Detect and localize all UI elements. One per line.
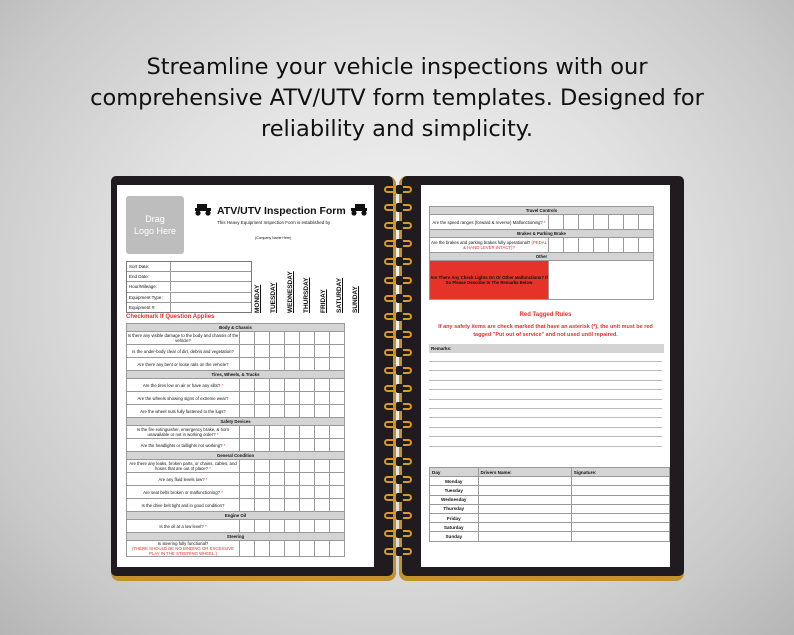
day-checkbox[interactable] — [270, 520, 285, 533]
day-header-thursday: THURSDAY — [303, 277, 311, 313]
day-checkbox[interactable] — [240, 345, 255, 358]
checklist-row — [127, 379, 345, 392]
day-checkbox[interactable] — [609, 215, 624, 230]
day-checkbox[interactable] — [300, 520, 315, 533]
binder-ring — [384, 512, 412, 519]
info-field-label: End Date: — [129, 272, 171, 281]
day-checkbox[interactable] — [300, 379, 315, 392]
driver-table-header-cell: Signature: — [571, 468, 669, 477]
day-checkbox[interactable] — [300, 358, 315, 371]
day-checkbox[interactable] — [330, 473, 345, 486]
remarks-label: Remarks: — [429, 344, 664, 353]
binder-ring — [384, 403, 412, 410]
day-checkbox[interactable] — [255, 499, 270, 512]
remark-line[interactable] — [429, 446, 662, 447]
day-checkbox[interactable] — [240, 460, 255, 473]
day-checkbox[interactable] — [285, 473, 300, 486]
day-checkbox[interactable] — [330, 541, 345, 557]
question-text: Is the fire extinguisher, emergency brake, & horn unavailable or not in working order? — [136, 427, 230, 437]
question-text: Are the tires low on air or have any slits? — [142, 382, 221, 388]
day-checkbox[interactable] — [240, 541, 255, 557]
day-checkbox[interactable] — [315, 473, 330, 486]
driver-row — [430, 504, 670, 513]
binder-ring — [384, 240, 412, 247]
checklist-question — [127, 332, 240, 345]
day-checkbox[interactable] — [255, 332, 270, 345]
binder-ring — [384, 313, 412, 320]
day-checkbox[interactable] — [240, 405, 255, 418]
day-checkbox[interactable] — [285, 426, 300, 439]
question-note: (THERE SHOULD BE NO BINDING OR EXCESSIVE PLAY IN THE STEERING WHEEL.) — [132, 546, 234, 556]
remark-line[interactable] — [429, 361, 662, 362]
day-checkbox[interactable] — [240, 473, 255, 486]
binder-ring — [384, 494, 412, 501]
day-checkbox[interactable] — [285, 460, 300, 473]
day-checkbox[interactable] — [315, 460, 330, 473]
section-title: Engine Oil — [127, 512, 345, 520]
day-checkbox[interactable] — [330, 499, 345, 512]
day-checkbox[interactable] — [315, 520, 330, 533]
day-checkbox[interactable] — [315, 439, 330, 452]
day-checkbox[interactable] — [255, 486, 270, 499]
remark-line[interactable] — [429, 370, 662, 371]
checklist-row — [127, 473, 345, 486]
section-header-row — [127, 371, 345, 379]
asterisk-mark: * — [220, 382, 224, 388]
section-header-row — [430, 207, 654, 215]
day-header-monday: MONDAY — [254, 284, 261, 313]
checklist-row — [127, 486, 345, 499]
binder-ring — [384, 530, 412, 537]
day-checkbox[interactable] — [639, 238, 654, 253]
remark-line[interactable] — [429, 380, 662, 381]
signature-cell[interactable] — [571, 477, 669, 486]
day-checkbox[interactable] — [270, 379, 285, 392]
binder-ring — [384, 277, 412, 284]
checklist-row — [430, 215, 654, 230]
binder-ring — [384, 295, 412, 302]
question-text: Are the headlights or taillights not working? — [140, 442, 223, 448]
binder-ring — [384, 258, 412, 265]
question-text: Are the wheels showing signs of extreme wear? — [137, 395, 229, 401]
checklist-row — [127, 345, 345, 358]
day-checkbox[interactable] — [255, 379, 270, 392]
day-checkbox[interactable] — [285, 439, 300, 452]
day-checkbox[interactable] — [579, 215, 594, 230]
info-field-label: Equipment #: — [129, 303, 171, 312]
day-checkbox[interactable] — [285, 379, 300, 392]
day-checkbox[interactable] — [315, 426, 330, 439]
day-checkbox[interactable] — [240, 426, 255, 439]
question-text: Are any fluid levels low? — [158, 476, 205, 482]
driver-table-header-cell: Drivers Name: — [478, 468, 571, 477]
day-checkbox[interactable] — [315, 486, 330, 499]
day-checkbox[interactable] — [285, 358, 300, 371]
weekday-headers — [251, 261, 365, 313]
section-title: Other — [430, 253, 654, 261]
headline-line-1: Streamline your vehicle inspections with our — [146, 54, 648, 80]
atv-left-icon — [193, 202, 213, 216]
remark-line[interactable] — [429, 389, 662, 390]
section-header-row — [430, 230, 654, 238]
question-text: Is there any visible damage to the body and chassis of the vehicle? — [127, 333, 239, 343]
section-header-row — [127, 512, 345, 520]
day-checkbox[interactable] — [270, 499, 285, 512]
headline — [0, 52, 794, 145]
logo-placeholder[interactable] — [126, 196, 184, 254]
day-checkbox[interactable] — [330, 379, 345, 392]
binder-ring — [384, 476, 412, 483]
day-checkbox[interactable] — [255, 541, 270, 557]
driver-row — [430, 477, 670, 486]
binder-ring — [384, 331, 412, 338]
asterisk-mark: * — [220, 489, 223, 495]
checklist-question — [127, 358, 240, 371]
driver-table-header-cell: Day — [430, 468, 479, 477]
checklist-question — [430, 238, 549, 253]
headline-line-2: comprehensive ATV/UTV form templates. Designed for — [90, 85, 704, 111]
day-checkbox[interactable] — [315, 405, 330, 418]
inspection-checklist — [126, 323, 345, 557]
day-checkbox[interactable] — [315, 541, 330, 557]
checkmark-instruction: Checkmark If Question Applies — [126, 314, 215, 320]
day-checkbox[interactable] — [300, 541, 315, 557]
driver-name-cell[interactable] — [478, 486, 571, 495]
info-field-row[interactable] — [127, 262, 251, 272]
day-checkbox[interactable] — [594, 238, 609, 253]
day-checkbox[interactable] — [300, 473, 315, 486]
asterisk-mark: * — [222, 442, 226, 448]
section-title: Travel Controls — [430, 207, 654, 215]
day-checkbox[interactable] — [240, 332, 255, 345]
question-text: Are the brakes and parking brakes fully operational? — [430, 240, 531, 245]
asterisk-mark: * — [204, 476, 208, 482]
day-checkbox[interactable] — [315, 345, 330, 358]
day-checkbox[interactable] — [285, 392, 300, 405]
form-title: ATV/UTV Inspection Form — [217, 205, 346, 217]
signature-cell[interactable] — [571, 486, 669, 495]
check-lights-response[interactable] — [549, 261, 654, 300]
checklist-question — [430, 215, 549, 230]
day-checkbox[interactable] — [300, 439, 315, 452]
info-field-row[interactable] — [127, 293, 251, 303]
checklist-row — [127, 332, 345, 345]
driver-day: Tuesday — [430, 486, 479, 495]
day-checkbox[interactable] — [270, 358, 285, 371]
section-header-row — [430, 253, 654, 261]
day-checkbox[interactable] — [255, 426, 270, 439]
logo-placeholder-line-1: Drag — [145, 214, 165, 224]
driver-name-cell[interactable] — [478, 532, 571, 541]
day-checkbox[interactable] — [330, 358, 345, 371]
binder-ring — [384, 385, 412, 392]
day-checkbox[interactable] — [255, 358, 270, 371]
red-tag-rules: If any safety items are check marked that have an asterisk (*), the unit must be red tagged "Put out of service" and not used until repaired. — [438, 324, 653, 338]
binder-ring — [384, 548, 412, 555]
day-checkbox[interactable] — [549, 238, 564, 253]
signature-cell[interactable] — [571, 532, 669, 541]
driver-day: Sunday — [430, 532, 479, 541]
driver-row — [430, 486, 670, 495]
section-header-row — [127, 452, 345, 460]
day-checkbox[interactable] — [564, 238, 579, 253]
day-checkbox[interactable] — [285, 405, 300, 418]
spiral-binding — [384, 186, 414, 566]
checklist-question — [127, 460, 240, 473]
binder-ring — [384, 439, 412, 446]
asterisk-mark: * — [203, 523, 207, 529]
day-header-saturday: SATURDAY — [336, 277, 343, 313]
info-field-row[interactable] — [127, 282, 251, 292]
checklist-question — [127, 392, 240, 405]
driver-row — [430, 523, 670, 532]
day-checkbox[interactable] — [270, 332, 285, 345]
day-checkbox[interactable] — [270, 486, 285, 499]
question-note: (PEDAL & HAND LEVER INTACT)? — [463, 240, 548, 250]
remark-line[interactable] — [429, 399, 662, 400]
driver-name-cell[interactable] — [478, 523, 571, 532]
logo-placeholder-line-2: Logo Here — [133, 226, 177, 236]
inspection-checklist-continued — [429, 206, 654, 300]
day-checkbox[interactable] — [300, 486, 315, 499]
check-lights-row — [430, 261, 654, 300]
driver-row — [430, 513, 670, 522]
day-checkbox[interactable] — [330, 332, 345, 345]
day-checkbox[interactable] — [300, 345, 315, 358]
day-checkbox[interactable] — [330, 439, 345, 452]
checklist-question — [127, 439, 240, 452]
day-checkbox[interactable] — [240, 520, 255, 533]
question-text: Is the drive belt tight and in good condition? — [141, 502, 225, 508]
section-header-row — [127, 533, 345, 541]
asterisk-mark: * — [208, 466, 211, 471]
driver-signature-table — [429, 467, 670, 542]
day-checkbox[interactable] — [270, 405, 285, 418]
day-checkbox[interactable] — [549, 215, 564, 230]
day-checkbox[interactable] — [315, 332, 330, 345]
day-checkbox[interactable] — [255, 405, 270, 418]
signature-cell[interactable] — [571, 495, 669, 504]
checklist-row — [430, 238, 654, 253]
section-title: Brakes & Parking Brake — [430, 230, 654, 238]
checklist-question — [127, 473, 240, 486]
checklist-row — [127, 392, 345, 405]
driver-name-cell[interactable] — [478, 504, 571, 513]
day-checkbox[interactable] — [564, 215, 579, 230]
section-title: Steering — [127, 533, 345, 541]
day-checkbox[interactable] — [330, 520, 345, 533]
form-subtitle: This Heavy Equipment Inspection Form is established by — [217, 220, 331, 225]
driver-name-cell[interactable] — [478, 513, 571, 522]
day-checkbox[interactable] — [255, 439, 270, 452]
asterisk-mark: * — [542, 219, 546, 225]
question-text: Is the oil at a low level? — [159, 523, 204, 529]
checklist-question — [127, 426, 240, 439]
day-checkbox[interactable] — [579, 238, 594, 253]
day-checkbox[interactable] — [240, 379, 255, 392]
day-checkbox[interactable] — [270, 460, 285, 473]
day-checkbox[interactable] — [315, 379, 330, 392]
day-checkbox[interactable] — [300, 460, 315, 473]
day-checkbox[interactable] — [624, 238, 639, 253]
question-text: Are seat belts broken or malfunctioning? — [143, 489, 221, 495]
day-checkbox[interactable] — [270, 439, 285, 452]
question-text: Are there any bent or loose rails on the vehicle? — [137, 361, 229, 367]
day-checkbox[interactable] — [285, 520, 300, 533]
checklist-row — [127, 405, 345, 418]
remark-line[interactable] — [429, 417, 662, 418]
day-header-tuesday: TUESDAY — [270, 282, 278, 313]
day-checkbox[interactable] — [270, 541, 285, 557]
question-text: Are there any leaks, broken parts, or chains, cables, and hoses that are out of place? — [129, 461, 237, 471]
checklist-row — [127, 541, 345, 557]
driver-table-header — [430, 468, 670, 477]
day-checkbox[interactable] — [624, 215, 639, 230]
driver-day: Monday — [430, 477, 479, 486]
checklist-question — [127, 486, 240, 499]
driver-day: Thursday — [430, 504, 479, 513]
driver-row — [430, 532, 670, 541]
day-checkbox[interactable] — [639, 215, 654, 230]
day-checkbox[interactable] — [330, 345, 345, 358]
day-checkbox[interactable] — [609, 238, 624, 253]
checklist-row — [127, 358, 345, 371]
question-text: Are the speed ranges (forward & reverse) Malfunctioning? — [432, 219, 543, 225]
day-header-friday: FRIDAY — [319, 289, 327, 313]
driver-row — [430, 495, 670, 504]
question-text: Are the wheel nuts fully fastened to the lugs? — [140, 408, 226, 414]
binder-ring — [384, 458, 412, 465]
day-checkbox[interactable] — [255, 345, 270, 358]
day-checkbox[interactable] — [270, 426, 285, 439]
checklist-row — [127, 439, 345, 452]
checklist-question — [127, 499, 240, 512]
day-header-wednesday: WEDNESDAY — [286, 271, 294, 313]
binder-ring — [384, 222, 412, 229]
day-checkbox[interactable] — [330, 460, 345, 473]
remark-line[interactable] — [429, 436, 662, 437]
day-checkbox[interactable] — [315, 358, 330, 371]
day-checkbox[interactable] — [300, 426, 315, 439]
day-checkbox[interactable] — [285, 541, 300, 557]
info-field-row[interactable] — [127, 272, 251, 282]
driver-day: Friday — [430, 513, 479, 522]
binder-ring — [384, 349, 412, 356]
section-header-row — [127, 418, 345, 426]
day-checkbox[interactable] — [300, 405, 315, 418]
day-checkbox[interactable] — [594, 215, 609, 230]
day-checkbox[interactable] — [255, 520, 270, 533]
binder-ring — [384, 421, 412, 428]
remark-line[interactable] — [429, 427, 662, 428]
atv-right-icon — [349, 202, 369, 216]
checklist-question — [127, 379, 240, 392]
binder-ring — [384, 186, 412, 193]
checklist-row — [127, 499, 345, 512]
binder-ring — [384, 367, 412, 374]
day-checkbox[interactable] — [285, 332, 300, 345]
checklist-row — [127, 426, 345, 439]
left-page — [117, 185, 374, 567]
day-checkbox[interactable] — [330, 486, 345, 499]
question-text: Is steering fully functional? — [157, 541, 209, 546]
signature-cell[interactable] — [571, 504, 669, 513]
section-title: General Condition — [127, 452, 345, 460]
day-checkbox[interactable] — [300, 392, 315, 405]
section-title: Tires, Wheels, & Tracks — [127, 371, 345, 379]
day-checkbox[interactable] — [315, 392, 330, 405]
right-page — [421, 185, 670, 567]
info-field-row[interactable] — [127, 303, 251, 312]
day-header-sunday: SUNDAY — [352, 286, 360, 313]
day-checkbox[interactable] — [240, 439, 255, 452]
day-checkbox[interactable] — [330, 405, 345, 418]
checklist-question — [127, 541, 240, 557]
checklist-row — [127, 460, 345, 473]
checklist-question — [127, 520, 240, 533]
info-field-label: Equipment Type: — [129, 293, 171, 302]
day-checkbox[interactable] — [285, 499, 300, 512]
day-checkbox[interactable] — [330, 392, 345, 405]
driver-day: Saturday — [430, 523, 479, 532]
day-checkbox[interactable] — [300, 499, 315, 512]
day-checkbox[interactable] — [330, 426, 345, 439]
driver-day: Wednesday — [430, 495, 479, 504]
info-field-label: Sort Date: — [129, 262, 171, 271]
remark-line[interactable] — [429, 408, 662, 409]
day-checkbox[interactable] — [270, 473, 285, 486]
company-name-placeholder[interactable]: (Company Name Here) — [255, 236, 292, 240]
day-checkbox[interactable] — [240, 358, 255, 371]
day-checkbox[interactable] — [240, 392, 255, 405]
day-checkbox[interactable] — [270, 345, 285, 358]
info-field-label: Hour/Mileage: — [129, 282, 171, 291]
day-checkbox[interactable] — [315, 499, 330, 512]
signature-cell[interactable] — [571, 513, 669, 522]
driver-name-cell[interactable] — [478, 495, 571, 504]
section-header-row — [127, 324, 345, 332]
day-checkbox[interactable] — [255, 392, 270, 405]
red-tag-title: Red Tagged Rules — [519, 312, 572, 318]
section-title: Safety Devices — [127, 418, 345, 426]
binder-ring — [384, 204, 412, 211]
checklist-question — [127, 405, 240, 418]
check-lights-alert: Are There Any Check Lights On Or Other Malfunctions? If So Please Describe In The Remarks Below — [430, 261, 549, 300]
driver-name-cell[interactable] — [478, 477, 571, 486]
day-checkbox[interactable] — [255, 473, 270, 486]
question-text: Is the under-body clear of dirt, debris and vegetation? — [132, 348, 234, 354]
section-title: Body & Chassis — [127, 324, 345, 332]
day-checkbox[interactable] — [300, 332, 315, 345]
day-checkbox[interactable] — [270, 392, 285, 405]
day-checkbox[interactable] — [285, 345, 300, 358]
day-checkbox[interactable] — [255, 460, 270, 473]
day-checkbox[interactable] — [240, 499, 255, 512]
equipment-info-box — [126, 261, 252, 313]
day-checkbox[interactable] — [240, 486, 255, 499]
checklist-question — [127, 345, 240, 358]
asterisk-mark: * — [215, 432, 219, 437]
headline-line-3: reliability and simplicity. — [260, 116, 534, 142]
checklist-row — [127, 520, 345, 533]
signature-cell[interactable] — [571, 523, 669, 532]
day-checkbox[interactable] — [285, 486, 300, 499]
